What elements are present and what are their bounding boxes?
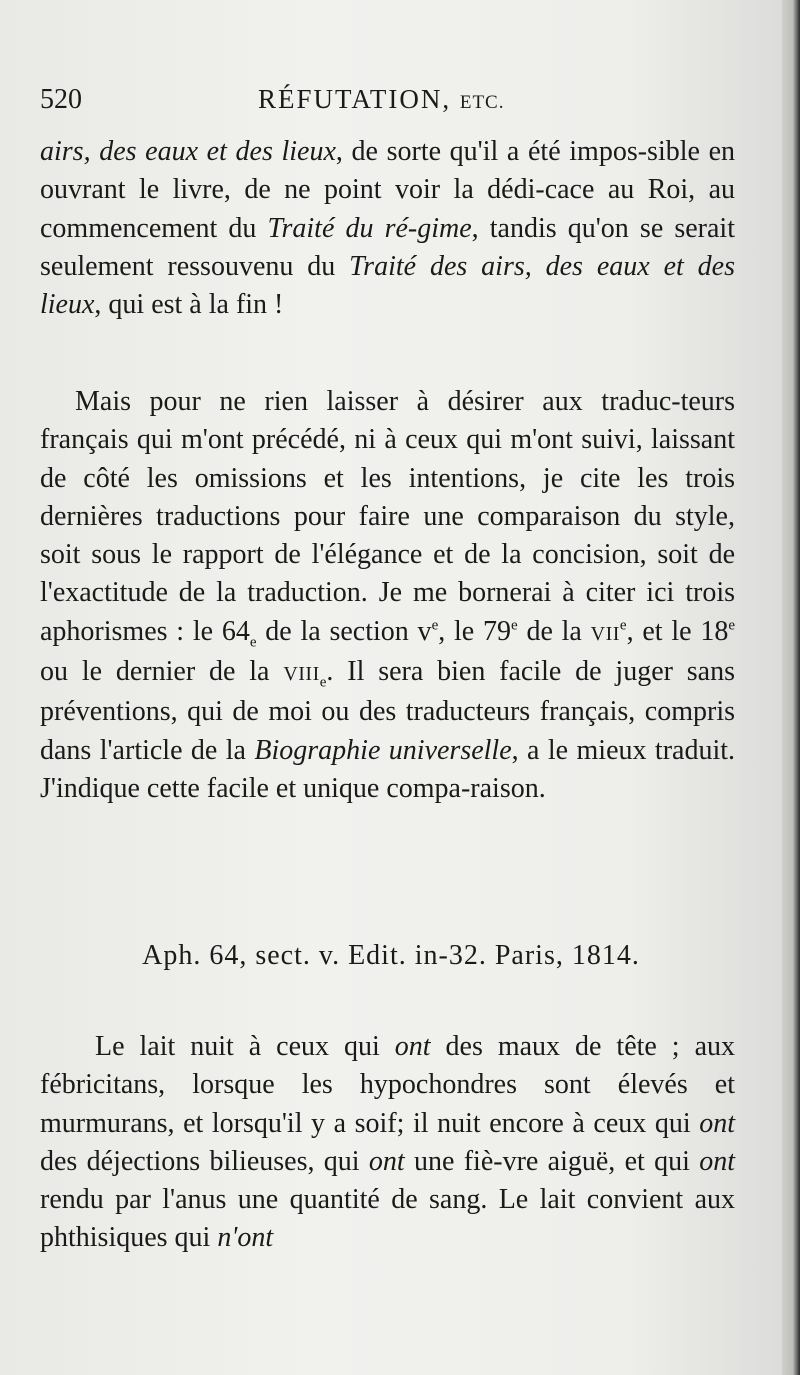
text-run: des maux de tête ; aux fébricitans, lorsque les hypochondres sont élevés et murmurans, et lorsqu'il y a soif; il nuit encore à ceux qui: [40, 1031, 735, 1139]
ordinal-sup: e: [431, 617, 439, 634]
page-number: 520: [40, 84, 82, 115]
running-title: [258, 84, 504, 115]
italic-word: ont: [394, 1031, 431, 1062]
running-head: [40, 84, 740, 124]
roman-numeral: VII: [590, 622, 620, 645]
italic-word: ont: [699, 1107, 735, 1139]
paragraph: [40, 383, 735, 808]
text-run: Mais pour ne rien laisser à désirer aux traduc-teurs français qui m'ont précédé, ni à ceux qui m'ont suivi, laissant de côté les omissions et les intentions, je cite les trois dernières traductions pour faire une comparaison du style, soit sous le rapport de l'élégance et de la concision, soit de l'exactitude de la traduction. Je me bornerai à citer ici trois aphorismes : le 64: [40, 386, 735, 647]
roman-numeral: VIII: [283, 663, 320, 686]
ordinal-sub: e: [249, 634, 257, 651]
italic-title: Traité des airs, des eaux et des lieux: [40, 250, 735, 321]
italic-word: ont: [368, 1145, 405, 1177]
paragraph-continued: [40, 133, 735, 324]
italic-word: n'ont: [217, 1222, 274, 1254]
text-run: , tandis qu'on se serait seulement ressouvenu du: [40, 212, 735, 282]
text-run: , a le mieux traduit. J'indique cette facile et unique compa-raison.: [40, 734, 736, 804]
page-edge: [782, 0, 800, 1375]
ordinal-sup: e: [728, 617, 735, 634]
text-run: des déjections bilieuses, qui: [40, 1145, 369, 1177]
paragraph: [40, 1028, 735, 1258]
text-run: de la section v: [256, 615, 432, 647]
italic-title: Traité du ré-gime: [267, 212, 472, 244]
text-run: rendu par l'anus une quantité de sang. Le lait convient aux phthisiques qui: [40, 1184, 735, 1254]
ordinal-sub: e: [319, 674, 327, 691]
text-run: . Il sera bien facile de juger sans préventions, qui de moi ou des traducteurs français, compris dans l'article de la: [40, 656, 736, 766]
ordinal-sup: e: [619, 617, 627, 634]
aphorism-heading: Aph. 64, sect. v. Edit. in-32. Paris, 1814.: [142, 940, 640, 971]
italic-title: airs, des eaux et des lieux: [40, 136, 336, 167]
ordinal-sup: e: [511, 617, 518, 634]
text-run: , de sorte qu'il a été impos-sible en ouvrant le livre, de ne point voir la dédi-cace au Roi, au commencement du: [40, 136, 735, 244]
text-run: de la: [517, 615, 591, 647]
text-run: , le 79: [438, 615, 511, 647]
text-run: , et le 18: [626, 615, 729, 647]
running-title-suffix: ETC.: [459, 92, 505, 113]
text-run: Le lait nuit à ceux qui: [95, 1031, 395, 1062]
running-title-main: RÉFUTATION,: [258, 84, 452, 114]
text-run: une fiè-vre aiguë, et qui: [404, 1145, 700, 1177]
italic-word: ont: [699, 1145, 736, 1177]
text-run: , qui est à la fin !: [94, 289, 284, 321]
italic-title: Biographie universelle: [254, 734, 512, 766]
text-run: ou le dernier de la: [40, 656, 284, 688]
